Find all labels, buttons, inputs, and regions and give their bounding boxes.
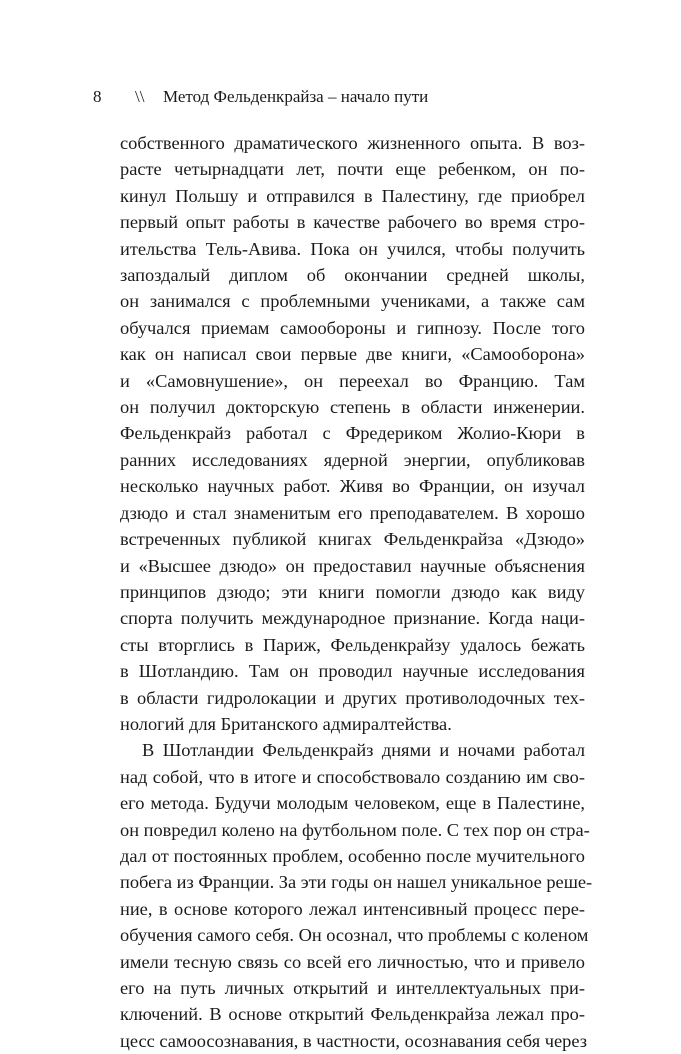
- text-line: Фельденкрайз работал с Фредериком Жолио-Кюри в: [120, 423, 585, 444]
- text-line: нологий для Британского адмиралтейства.: [120, 713, 452, 734]
- running-title: Метод Фельденкрайза – начало пути: [163, 87, 429, 106]
- text-line: встреченных публикой книгах Фельденкрайза «Дзюдо»: [120, 529, 585, 550]
- text-line: кинул Польшу и отправился в Палестину, где приобрел: [120, 185, 585, 206]
- text-line: он занимался с проблемными учениками, а также сам: [120, 291, 585, 312]
- text-line: обучения самого себя. Он осознал, что проблемы с коленом: [120, 925, 589, 946]
- text-line: ранних исследованиях ядерной энергии, опубликовав: [120, 449, 585, 470]
- text-line: расте четырнадцати лет, почти еще ребенком, он по-: [120, 159, 585, 180]
- text-line: сты вторглись в Париж, Фельденкрайзу удалось бежать: [120, 634, 585, 655]
- text-line: как он написал свои первые две книги, «Самооборона»: [120, 344, 585, 365]
- text-line: запоздалый диплом об окончании средней школы,: [120, 265, 585, 286]
- text-line: ние, в основе которого лежал интенсивный процесс пере-: [120, 898, 585, 919]
- text-line: обучался приемам самообороны и гипнозу. После того: [120, 317, 585, 338]
- text-line: его метода. Будучи молодым человеком, еще в Палестине,: [120, 793, 585, 814]
- text-line: в области гидролокации и других противолодочных тех-: [120, 687, 585, 708]
- running-head: [93, 86, 428, 108]
- text-line: он получил докторскую степень в области инженерии.: [120, 397, 585, 418]
- body-text: [120, 130, 593, 1054]
- text-line: в Шотландию. Там он проводил научные исследования: [120, 661, 585, 682]
- text-line: несколько научных работ. Живя во Франции, он изучал: [120, 476, 585, 497]
- page-number: 8: [93, 87, 102, 106]
- text-line: первый опыт работы в качестве рабочего во время стро-: [120, 212, 585, 233]
- text-line: побега из Франции. За эти годы он нашел уникальное реше-: [120, 872, 593, 893]
- text-line: он повредил колено на футбольном поле. С тех пор он стра-: [120, 819, 590, 840]
- text-line: дзюдо и стал знаменитым его преподавателем. В хорошо: [120, 502, 585, 523]
- paragraph-2: [120, 737, 593, 1054]
- text-line: цесс самоосознавания, в частности, осознавания себя через: [120, 1030, 588, 1051]
- text-line: спорта получить международное признание. Когда наци-: [120, 608, 585, 629]
- paragraph-1: [120, 130, 585, 737]
- text-line: ключений. В основе открытий Фельденкрайза лежал про-: [120, 1004, 585, 1025]
- text-line: принципов дзюдо; эти книги помогли дзюдо как виду: [120, 581, 585, 602]
- text-line: и «Самовнушение», он переехал во Францию. Там: [120, 370, 585, 391]
- text-line: имели тесную связь со всей его личностью, что и привело: [120, 951, 585, 972]
- text-line: дал от постоянных проблем, особенно после мучительного: [120, 845, 585, 866]
- text-line: его на путь личных открытий и интеллектуальных при-: [120, 978, 585, 998]
- text-line: собственного драматического жизненного опыта. В воз-: [120, 133, 585, 153]
- text-line: и «Высшее дзюдо» он предоставил научные объяснения: [120, 555, 585, 576]
- text-line: над собой, что в итоге и способствовало созданию им сво-: [120, 766, 585, 787]
- header-separator: \\: [135, 87, 145, 106]
- text-line: ительства Тель-Авива. Пока он учился, чтобы получить: [120, 238, 585, 259]
- text-line: В Шотландии Фельденкрайз днями и ночами работал: [142, 740, 585, 761]
